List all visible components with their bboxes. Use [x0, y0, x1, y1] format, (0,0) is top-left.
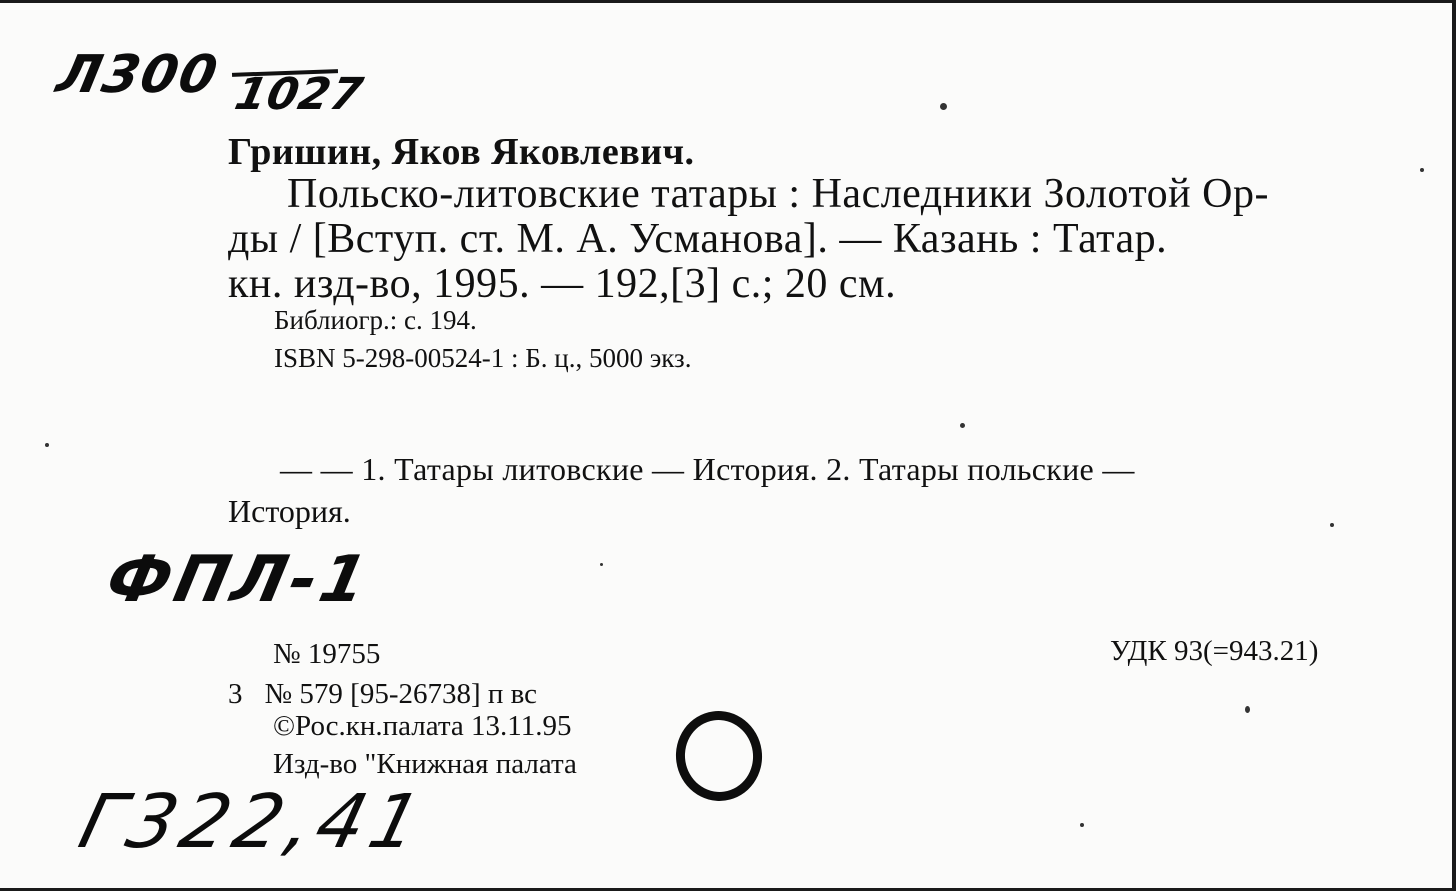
stamp-ring	[670, 705, 768, 806]
speck	[960, 423, 965, 428]
handwritten-shelf-code: Л300	[51, 45, 225, 105]
title-line-1: Польско-литовские татары : Наследники Золотой Ор-	[287, 171, 1269, 217]
isbn-line: ISBN 5-298-00524-1 : Б. ц., 5000 экз.	[274, 343, 692, 373]
title-line-2: ды / [Вступ. ст. М. А. Усманова]. — Казань : Татар.	[228, 216, 1168, 262]
handwritten-fund-code: ФПЛ-1	[100, 543, 378, 617]
handwritten-classification: Г322,41	[71, 779, 435, 865]
bibliography-note: Библиогр.: с. 194.	[274, 305, 477, 335]
title-line-3: кн. изд-во, 1995. — 192,[3] с.; 20 см.	[228, 261, 897, 307]
handwritten-shelf-number: 1027	[230, 69, 368, 120]
speck	[45, 443, 49, 447]
publisher-line: Изд-во "Книжная палата	[273, 748, 577, 780]
speck	[1330, 523, 1334, 527]
speck	[940, 103, 947, 110]
speck	[1080, 823, 1084, 827]
registration-prefix: 3	[228, 678, 243, 710]
speck	[600, 563, 603, 566]
udc-code: УДК 93(=943.21)	[1110, 635, 1319, 667]
card-number: № 19755	[273, 638, 381, 670]
author-heading: Гришин, Яков Яковлевич.	[228, 131, 695, 173]
subject-headings-line-1: — — 1. Татары литовские — История. 2. Татары польские —	[280, 451, 1135, 487]
speck	[1420, 168, 1424, 172]
subject-headings-line-2: История.	[228, 493, 351, 529]
copyright-line: ©Рос.кн.палата 13.11.95	[273, 710, 572, 742]
registration-line	[228, 678, 537, 711]
registration-number: № 579 [95-26738] п вс	[264, 678, 538, 710]
speck	[1245, 706, 1250, 713]
